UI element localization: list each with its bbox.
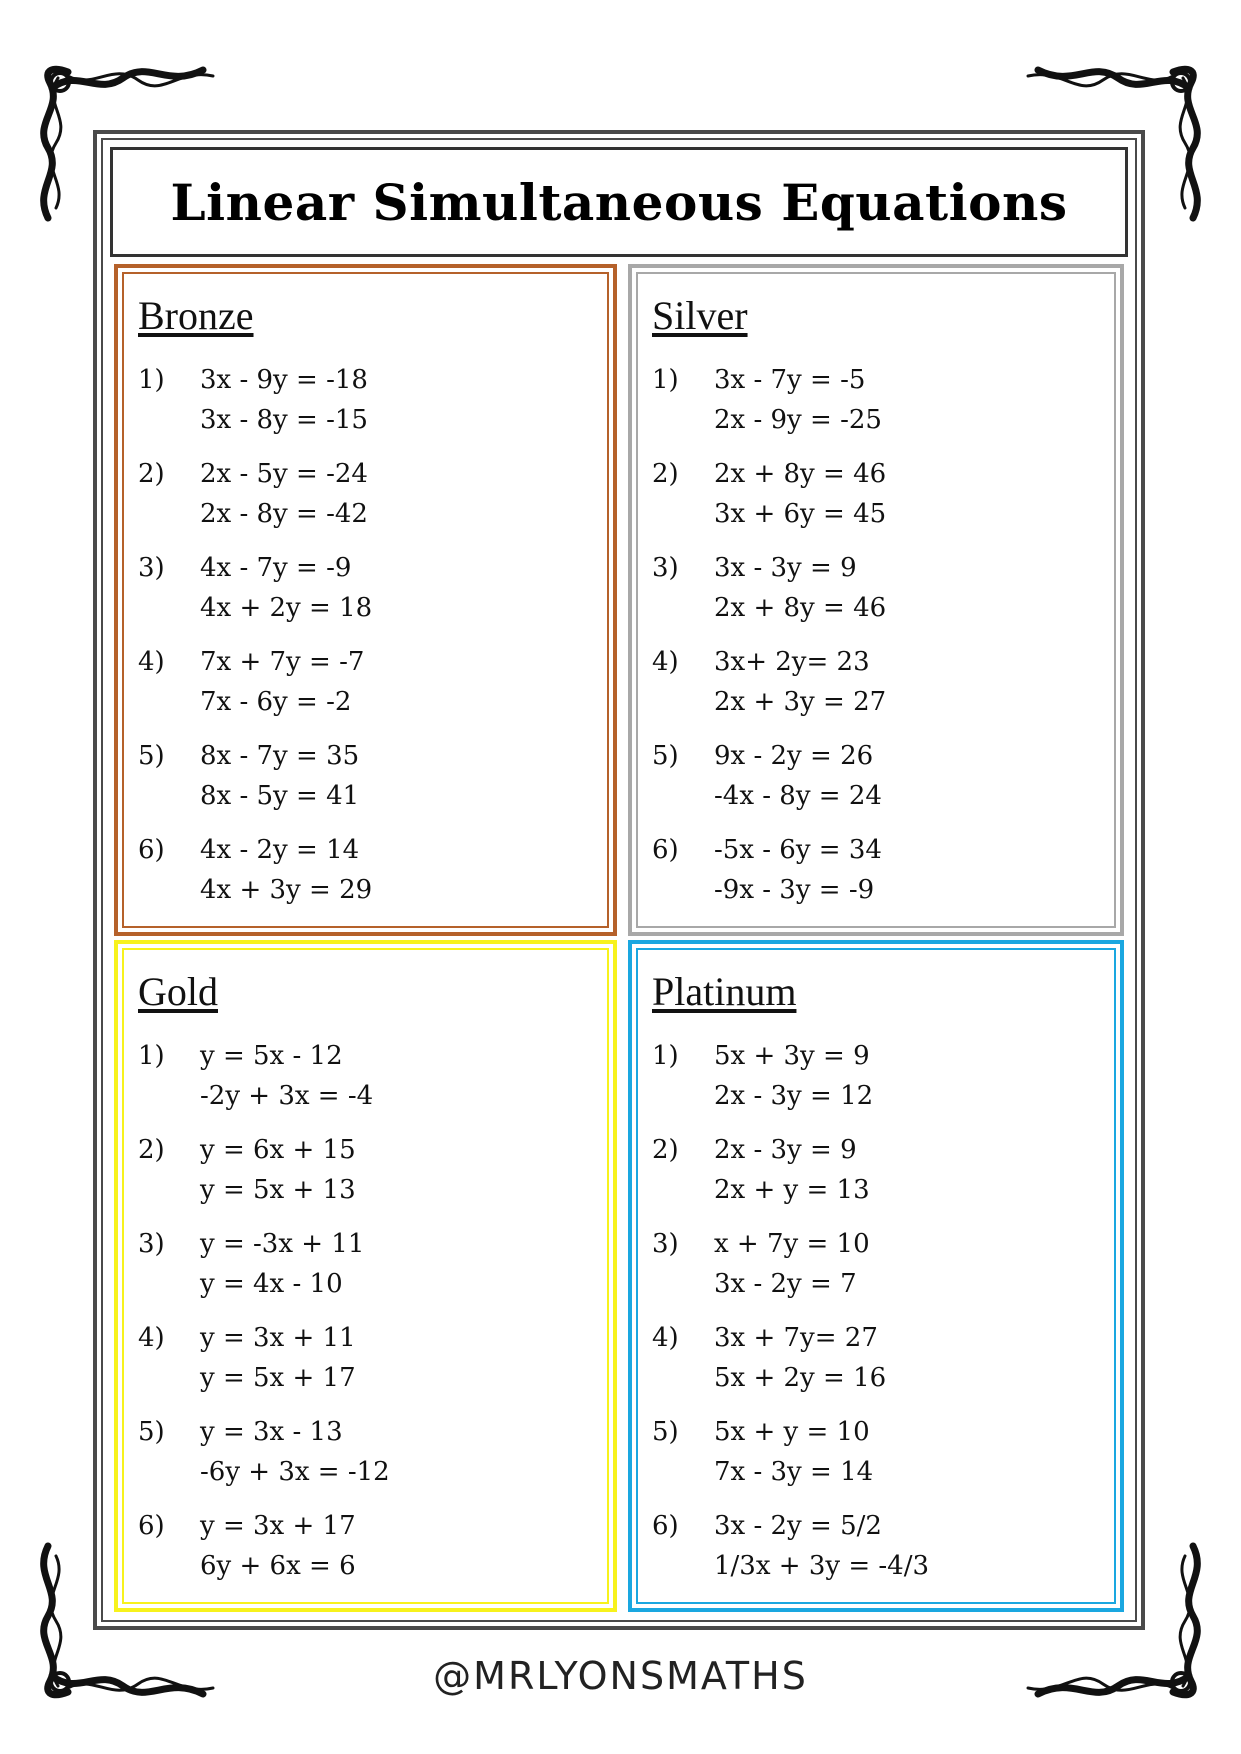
panel-title: Platinum <box>652 969 797 1014</box>
equation: y = -3x + 11 <box>200 1229 365 1259</box>
question-number: 5) <box>138 741 165 771</box>
panel-title: Gold <box>138 969 218 1014</box>
equation: 4x - 2y = 14 <box>200 835 360 865</box>
title-box <box>110 147 1128 257</box>
question-item <box>138 1036 597 1130</box>
question-number: 6) <box>138 1511 165 1541</box>
equation: -9x - 3y = -9 <box>714 875 875 905</box>
equation: 3x - 2y = 5/2 <box>714 1511 882 1541</box>
equation: 4x + 2y = 18 <box>200 593 373 623</box>
panel-gold <box>114 940 617 1612</box>
equation: 4x - 7y = -9 <box>200 553 352 583</box>
question-item <box>138 1224 597 1318</box>
question-number: 3) <box>138 553 165 583</box>
question-number: 1) <box>652 1041 679 1071</box>
equation: 2x - 9y = -25 <box>714 405 882 435</box>
question-item <box>652 736 1104 830</box>
question-item <box>652 1506 1104 1600</box>
question-item <box>652 454 1104 548</box>
question-item <box>138 1506 597 1600</box>
equation: 7x + 7y = -7 <box>200 647 365 677</box>
page-title: Linear Simultaneous Equations <box>170 172 1068 232</box>
equation: 3x + 7y= 27 <box>714 1323 878 1353</box>
equation: -4x - 8y = 24 <box>714 781 882 811</box>
question-item <box>138 1130 597 1224</box>
equation: 2x + 3y = 27 <box>714 687 887 717</box>
equation: 5x + 3y = 9 <box>714 1041 870 1071</box>
equation: y = 4x - 10 <box>200 1269 343 1299</box>
question-number: 3) <box>652 553 679 583</box>
equation: 3x - 2y = 7 <box>714 1269 857 1299</box>
equation: 3x - 8y = -15 <box>200 405 368 435</box>
question-number: 2) <box>652 459 679 489</box>
question-number: 1) <box>138 1041 165 1071</box>
equation: 5x + y = 10 <box>714 1417 870 1447</box>
equation: 2x + y = 13 <box>714 1175 870 1205</box>
question-number: 5) <box>652 1417 679 1447</box>
question-number: 6) <box>138 835 165 865</box>
question-number: 2) <box>138 459 165 489</box>
equation: -5x - 6y = 34 <box>714 835 882 865</box>
question-item <box>138 642 597 736</box>
equation: 5x + 2y = 16 <box>714 1363 887 1393</box>
equation: y = 3x + 11 <box>200 1323 356 1353</box>
equation: 8x - 5y = 41 <box>200 781 360 811</box>
question-number: 4) <box>652 1323 679 1353</box>
question-item <box>652 1412 1104 1506</box>
footer-handle: @MRLYONSMATHS <box>433 1654 808 1698</box>
equation: 2x - 5y = -24 <box>200 459 368 489</box>
question-number: 2) <box>652 1135 679 1165</box>
panel-title: Silver <box>652 293 748 338</box>
equation: 4x + 3y = 29 <box>200 875 373 905</box>
question-list <box>138 1036 597 1600</box>
question-number: 1) <box>652 365 679 395</box>
question-number: 4) <box>138 647 165 677</box>
question-item <box>652 1318 1104 1412</box>
question-item <box>138 1412 597 1506</box>
question-item <box>652 1036 1104 1130</box>
equation: 1/3x + 3y = -4/3 <box>714 1551 929 1581</box>
question-item <box>138 736 597 830</box>
question-item <box>652 360 1104 454</box>
question-number: 2) <box>138 1135 165 1165</box>
question-item <box>138 1318 597 1412</box>
equation: y = 5x - 12 <box>200 1041 343 1071</box>
equation: x + 7y = 10 <box>714 1229 870 1259</box>
question-number: 4) <box>652 647 679 677</box>
equation: 3x - 3y = 9 <box>714 553 857 583</box>
question-item <box>652 548 1104 642</box>
equation: 2x - 3y = 9 <box>714 1135 857 1165</box>
equation: 6y + 6x = 6 <box>200 1551 356 1581</box>
equation: 7x - 3y = 14 <box>714 1457 874 1487</box>
equation: 3x - 7y = -5 <box>714 365 866 395</box>
question-number: 5) <box>652 741 679 771</box>
question-number: 1) <box>138 365 165 395</box>
question-list <box>652 1036 1104 1600</box>
equation: 3x + 6y = 45 <box>714 499 887 529</box>
question-item <box>138 360 597 454</box>
equation: y = 5x + 13 <box>200 1175 356 1205</box>
panel-bronze <box>114 264 617 936</box>
equation: -6y + 3x = -12 <box>200 1457 390 1487</box>
panel-silver <box>628 264 1124 936</box>
question-list <box>138 360 597 924</box>
equation: y = 6x + 15 <box>200 1135 356 1165</box>
question-item <box>652 830 1104 924</box>
question-item <box>138 830 597 924</box>
equation: 2x - 8y = -42 <box>200 499 368 529</box>
equation: 9x - 2y = 26 <box>714 741 874 771</box>
question-number: 4) <box>138 1323 165 1353</box>
question-number: 3) <box>652 1229 679 1259</box>
question-number: 6) <box>652 835 679 865</box>
panel-title: Bronze <box>138 293 254 338</box>
question-number: 3) <box>138 1229 165 1259</box>
question-item <box>652 642 1104 736</box>
question-number: 5) <box>138 1417 165 1447</box>
equation: y = 3x - 13 <box>200 1417 343 1447</box>
equation: 3x+ 2y= 23 <box>714 647 870 677</box>
panel-platinum <box>628 940 1124 1612</box>
equation: -2y + 3x = -4 <box>200 1081 374 1111</box>
equation: y = 3x + 17 <box>200 1511 356 1541</box>
equation: 3x - 9y = -18 <box>200 365 368 395</box>
question-item <box>138 454 597 548</box>
equation: 2x + 8y = 46 <box>714 593 887 623</box>
equation: 7x - 6y = -2 <box>200 687 352 717</box>
equation: 8x - 7y = 35 <box>200 741 360 771</box>
question-list <box>652 360 1104 924</box>
question-item <box>652 1224 1104 1318</box>
question-item <box>652 1130 1104 1224</box>
equation: 2x - 3y = 12 <box>714 1081 874 1111</box>
question-item <box>138 548 597 642</box>
equation: 2x + 8y = 46 <box>714 459 887 489</box>
question-number: 6) <box>652 1511 679 1541</box>
equation: y = 5x + 17 <box>200 1363 356 1393</box>
